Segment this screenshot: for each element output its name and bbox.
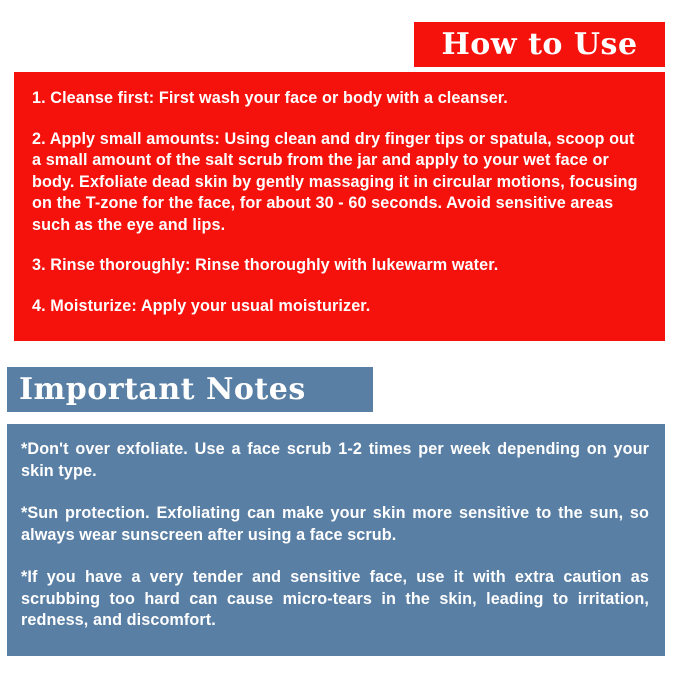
how-to-use-heading-banner bbox=[414, 22, 665, 67]
how-to-use-step: 4. Moisturize: Apply your usual moisturizer. bbox=[32, 296, 371, 315]
how-to-use-heading: How to Use bbox=[441, 26, 638, 62]
how-to-use-step: 2. Apply small amounts: Using clean and dry finger tips or spatula, scoop out a small amount of the salt scrub from the jar and apply to your wet face or body. Exfoliate dead skin by gently massaging it in circular motions, focusing on the T-zone for the face, for about 30 - 60 seconds. Avoid sensitive areas such as the eye and lips. bbox=[32, 129, 638, 234]
important-note-item: *Don't over exfoliate. Use a face scrub 1-2 times per week depending on your skin type. bbox=[21, 440, 649, 480]
how-to-use-step: 1. Cleanse first: First wash your face or body with a cleanser. bbox=[32, 89, 508, 107]
how-to-use-step: 3. Rinse thoroughly: Rinse thoroughly with lukewarm water. bbox=[32, 256, 499, 275]
important-note-item: *Sun protection. Exfoliating can make your skin more sensitive to the sun, so always wear sunscreen after using a face scrub. bbox=[21, 504, 649, 544]
important-note-item: *If you have a very tender and sensitive face, use it with extra caution as scrubbing too hard can cause micro-tears in the skin, leading to irritation, redness, and discomfort. bbox=[21, 568, 649, 630]
how-to-use-panel bbox=[14, 72, 665, 341]
important-notes-heading-banner bbox=[7, 367, 373, 412]
important-notes-heading: Important Notes bbox=[19, 371, 306, 407]
important-notes-panel bbox=[7, 424, 665, 656]
